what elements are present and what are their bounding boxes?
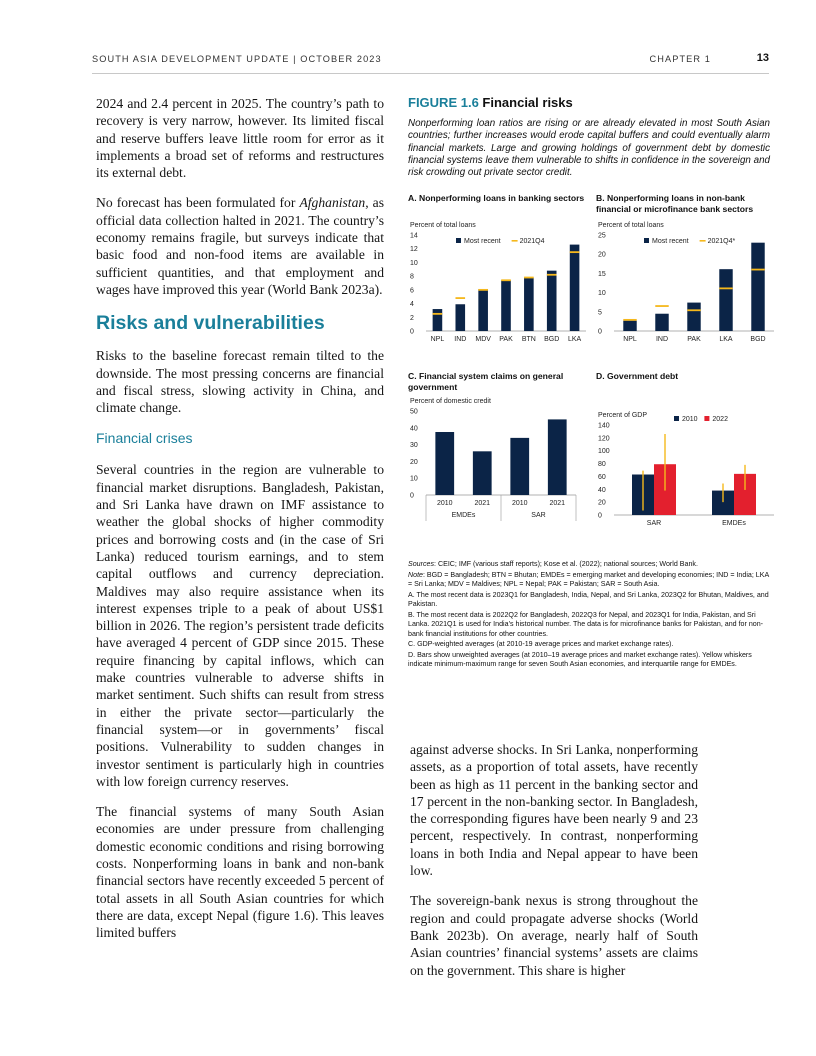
y-tick-label: 30 xyxy=(410,442,418,450)
abbreviations-note xyxy=(408,571,770,590)
marker xyxy=(623,319,636,321)
panel-title: A. Nonperforming loans in banking sectors xyxy=(408,193,585,204)
paragraph xyxy=(96,194,384,298)
x-tick-label: IND xyxy=(655,336,669,344)
paragraph: Several countries in the region are vulnerable to financial market disruptions. Bangladesh, Pakistan, and Sri Lanka have drawn on IMF assistance to weather the global shocks of higher commodity prices and borrowing costs and (in the case of Sri Lanka) reduced tourism earnings, and to stem capital outflows and currency depreciation. Maldives may also require assistance when its interest expenses triple to a peak of about US$1 billion in 2026. The region’s persistent trade deficits have averaged 4 percent of GDP since 2015. These require financing by capital inflows, which can make countries vulnerable to adverse shifts in market sentiment. Such shifts can result from stress in either the private sector—particularly the financial system—or in governments’ fiscal positions. Vulnerability to sudden changes in investor sentiment is particularly high in countries with low foreign currency reserves. xyxy=(96,462,384,789)
country-emphasis: Afghanistan xyxy=(299,195,366,211)
chart-c-claims-on-government xyxy=(408,393,588,533)
x-tick-label: NPL xyxy=(623,336,637,344)
x-tick-label: LKA xyxy=(719,336,733,344)
bar xyxy=(570,245,580,331)
legend-marker-icon xyxy=(512,240,518,242)
section-heading: Risks and vulnerabilities xyxy=(96,312,325,335)
bar xyxy=(510,438,529,495)
y-tick-label: 6 xyxy=(410,287,414,295)
y-tick-label: 20 xyxy=(598,252,606,260)
bar xyxy=(455,305,465,332)
x-tick-label: NPL xyxy=(430,336,445,344)
bar xyxy=(433,310,443,332)
y-tick-label: 100 xyxy=(598,448,610,456)
note-d: D. Bars show unweighted averages (at 2010–19 average prices and market exchange rates). Yellow whiskers indicate minimum-maximum range for seven South Asian economies, and interquartile range for EMDEs. xyxy=(408,651,752,669)
figure-title xyxy=(408,95,770,110)
x-tick-label: SAR xyxy=(646,520,662,528)
y-tick-label: 0 xyxy=(410,328,414,336)
y-tick-label: 40 xyxy=(410,425,418,433)
marker xyxy=(655,306,668,308)
legend-label: 2021Q4 xyxy=(519,238,545,246)
legend-label: Most recent xyxy=(464,238,501,246)
marker xyxy=(433,313,443,315)
panel-d xyxy=(596,371,776,533)
x-tick-label: 2010 xyxy=(436,500,453,508)
x-tick-label: BGD xyxy=(544,336,560,344)
legend-label: 2010 xyxy=(682,416,698,424)
sources-label: Sources xyxy=(408,560,435,568)
group-label: EMDEs xyxy=(451,512,476,520)
panel-title: C. Financial system claims on general government xyxy=(408,371,564,392)
x-tick-label: 2021 xyxy=(474,500,491,508)
left-column xyxy=(96,95,384,954)
y-tick-label: 0 xyxy=(410,492,414,500)
marker xyxy=(478,289,488,291)
y-axis-label: Percent of total loans xyxy=(410,222,476,230)
bar xyxy=(478,290,488,332)
bar xyxy=(548,420,567,496)
y-tick-label: 10 xyxy=(410,260,418,268)
y-tick-label: 20 xyxy=(410,459,418,467)
note-b: B. The most recent data is 2022Q2 for Bangladesh, 2022Q3 for Nepal, and 2023Q1 for India, Pakistan, and Sri Lanka. 2021Q1 is used for India’s historical number. The data is for microfinance banks for Pakistan, and for non-bank financial institutions for other countries. xyxy=(408,610,764,638)
legend-swatch-icon xyxy=(644,238,649,243)
marker xyxy=(570,252,580,254)
y-tick-label: 4 xyxy=(410,301,414,309)
figure-number: FIGURE 1.6 xyxy=(408,95,479,110)
bar xyxy=(719,270,732,332)
x-tick-label: EMDEs xyxy=(722,520,746,528)
legend-swatch-icon xyxy=(704,416,709,421)
y-tick-label: 14 xyxy=(410,232,418,240)
y-tick-label: 20 xyxy=(598,500,606,508)
y-tick-label: 50 xyxy=(410,408,418,416)
note-c: C. GDP-weighted averages (at 2010-19 average prices and market exchange rates). xyxy=(408,640,674,649)
x-tick-label: BTN xyxy=(521,336,536,344)
legend-marker-icon xyxy=(700,240,706,242)
header-divider xyxy=(92,73,769,74)
marker xyxy=(719,288,732,290)
bar xyxy=(473,452,492,496)
publication-title: SOUTH ASIA DEVELOPMENT UPDATE | OCTOBER 2023 xyxy=(92,54,382,64)
marker xyxy=(687,310,700,312)
marker xyxy=(524,277,534,279)
chart-a-npl-banking xyxy=(408,215,588,345)
figure-notes xyxy=(408,560,770,671)
sources-text: : CEIC; IMF (various staff reports); Kose et al. (2022); national sources; World Bank. xyxy=(434,560,698,568)
figure-title-text: Financial risks xyxy=(482,95,573,110)
paragraph: against adverse shocks. In Sri Lanka, nonperforming assets, as a proportion of total assets, have recently been as high as 11 percent in the banking sector and 17 percent in the non-banking sector. In Bangladesh, the corresponding figures have been nearly 9 and 23 percent, respectively. In contrast, nonperforming loans in both India and Nepal appear to have been low. xyxy=(410,742,698,879)
bar xyxy=(501,281,511,332)
bar xyxy=(547,271,557,331)
note-a: A. The most recent data is 2023Q1 for Bangladesh, India, Nepal, and Sri Lanka, 2023Q2 for Bhutan, Maldives, and Pakistan. xyxy=(408,590,769,609)
y-axis-label: Percent of GDP xyxy=(598,412,648,420)
x-tick-label: 2010 xyxy=(511,500,528,508)
marker xyxy=(547,274,557,276)
y-tick-label: 5 xyxy=(598,309,602,317)
y-tick-label: 140 xyxy=(598,422,610,430)
y-tick-label: 2 xyxy=(410,315,414,323)
running-header xyxy=(92,52,769,68)
panel-b xyxy=(596,193,776,345)
y-tick-label: 10 xyxy=(410,476,418,484)
y-axis-label: Percent of domestic credit xyxy=(410,398,491,406)
paragraph-text: , as official data collection halted in 2021. The country’s economy remains fragile, but surveys indicate that basic food and non-food items are available in sufficient quantities, and that employment and wages have improved this year (World Bank 2023a). xyxy=(96,195,385,297)
panel-c xyxy=(408,371,588,533)
group-label: SAR xyxy=(531,512,546,520)
legend-label: 2021Q4* xyxy=(707,238,736,246)
figure-1-6 xyxy=(408,95,770,533)
bar xyxy=(687,303,700,331)
paragraph: The sovereign-bank nexus is strong throughout the region and could propagate adverse shocks (World Bank 2023b). On average, nearly half of South Asian countries’ financial systems’ assets are claims on the government. This share is higher xyxy=(410,893,698,978)
x-tick-label: LKA xyxy=(567,336,582,344)
chart-b-npl-nonbank xyxy=(596,215,776,345)
bar xyxy=(655,314,668,331)
y-axis-label: Percent of total loans xyxy=(598,222,664,230)
y-tick-label: 12 xyxy=(410,246,418,254)
y-tick-label: 0 xyxy=(598,512,602,520)
page-number: 13 xyxy=(756,52,769,64)
y-tick-label: 60 xyxy=(598,474,606,482)
panel-a xyxy=(408,193,588,345)
subsection-heading: Financial crises xyxy=(96,430,193,447)
y-tick-label: 10 xyxy=(598,290,606,298)
y-tick-label: 15 xyxy=(598,271,606,279)
note-text: : BGD = Bangladesh; BTN = Bhutan; EMDEs = emerging market and developing economies; IND = India; LKA = Sri Lanka; MDV = Maldives; NPL = Nepal; PAK = Pakistan; SAR = South Asia. xyxy=(408,570,769,589)
bar xyxy=(524,278,534,331)
legend-swatch-icon xyxy=(674,416,679,421)
paragraph: The financial systems of many South Asian economies are under pressure from challenging domestic economic conditions and rising borrowing costs. Nonperforming loans in bank and non-bank financial sectors have recently exceeded 5 percent of total assets in all South Asian countries for which there are data, except Nepal (figure 1.6). This leaves limited buffers xyxy=(96,804,384,941)
x-tick-label: 2021 xyxy=(549,500,566,508)
panel-title: B. Nonperforming loans in non-bank financial or microfinance bank sectors xyxy=(596,193,754,214)
chart-d-government-debt xyxy=(596,393,776,533)
chapter-label: CHAPTER 1 xyxy=(649,54,711,64)
bar xyxy=(751,243,764,331)
sources-note xyxy=(408,560,770,569)
legend-label: 2022 xyxy=(712,416,728,424)
legend-label: Most recent xyxy=(652,238,689,246)
y-tick-label: 25 xyxy=(598,232,606,240)
x-tick-label: PAK xyxy=(687,336,701,344)
x-tick-label: IND xyxy=(454,336,467,344)
panel-title: D. Government debt xyxy=(596,371,679,382)
y-tick-label: 80 xyxy=(598,461,606,469)
bar xyxy=(623,321,636,331)
marker xyxy=(455,298,465,300)
x-tick-label: MDV xyxy=(475,336,491,344)
y-tick-label: 8 xyxy=(410,274,414,282)
marker xyxy=(751,269,764,271)
x-tick-label: PAK xyxy=(499,336,513,344)
paragraph: Risks to the baseline forecast remain tilted to the downside. The most pressing concerns are financial and fiscal stress, slowing activity in China, and climate change. xyxy=(96,348,384,416)
right-column xyxy=(410,741,698,992)
bar xyxy=(435,432,454,495)
note-label: Note xyxy=(408,570,423,579)
paragraph-text: No forecast has been formulated for xyxy=(96,195,300,211)
figure-panels xyxy=(408,193,770,533)
y-tick-label: 0 xyxy=(598,328,602,336)
y-tick-label: 40 xyxy=(598,487,606,495)
legend-swatch-icon xyxy=(456,238,461,243)
x-tick-label: BGD xyxy=(750,336,766,344)
figure-description: Nonperforming loan ratios are rising or are already elevated in most South Asian countries; further increases would erode capital buffers and could eventually alarm financial markets. Large and growing holdings of government debt by domestic financial systems leave them vulnerable to shifts in confidence in the sovereign and risk crowding out private sector credit. xyxy=(408,118,770,179)
paragraph: 2024 and 2.4 percent in 2025. The country’s path to recovery is very narrow, however. Its limited fiscal and reserve buffers leave little room for error as it implements a broad set of reforms and restructures its external debt. xyxy=(96,96,384,181)
y-tick-label: 120 xyxy=(598,435,610,443)
marker xyxy=(501,280,511,282)
